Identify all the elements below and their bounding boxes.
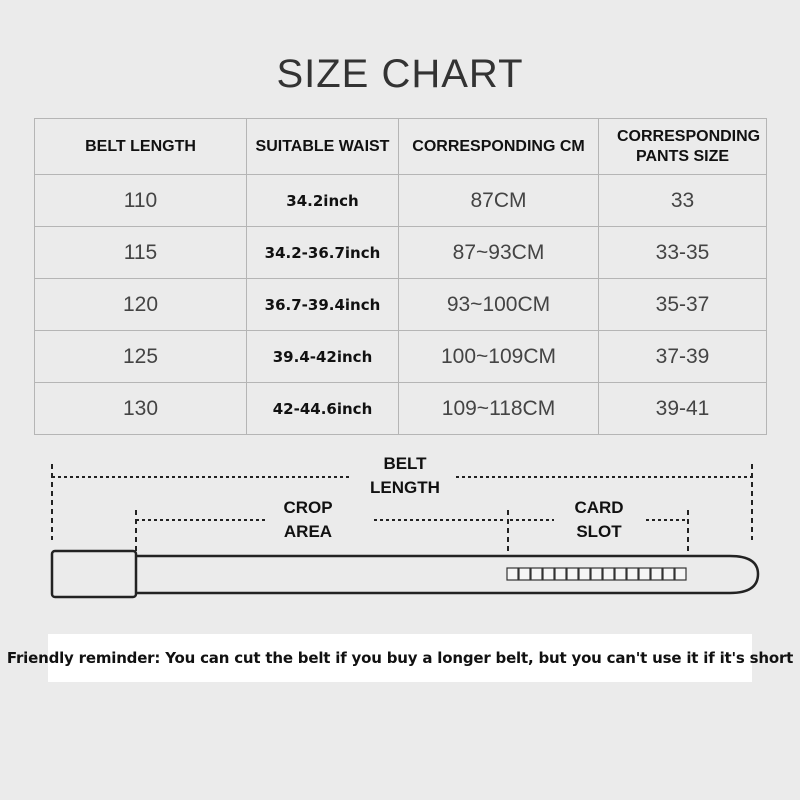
reminder-box bbox=[6, 634, 794, 682]
waist-cell: 34.2-36.7inch bbox=[247, 227, 399, 279]
table-row bbox=[35, 331, 767, 383]
table-row bbox=[35, 383, 767, 435]
header-corresponding-cm: CORRESPONDING CM bbox=[399, 119, 599, 175]
waist-cell: 34.2inch bbox=[247, 175, 399, 227]
pants-size-cell: 35-37 bbox=[599, 279, 767, 331]
belt-length-label: BELT LENGTH bbox=[370, 454, 440, 497]
crop-area-label: CROP AREA bbox=[283, 498, 333, 541]
belt-length-cell: 130 bbox=[35, 383, 247, 435]
cm-cell: 87~93CM bbox=[399, 227, 599, 279]
belt-length-cell: 115 bbox=[35, 227, 247, 279]
table-row bbox=[35, 175, 767, 227]
waist-cell: 36.7-39.4inch bbox=[247, 279, 399, 331]
pants-size-cell: 33-35 bbox=[599, 227, 767, 279]
cm-cell: 100~109CM bbox=[399, 331, 599, 383]
waist-cell: 42-44.6inch bbox=[247, 383, 399, 435]
belt-diagram bbox=[0, 440, 800, 610]
table-row bbox=[35, 279, 767, 331]
belt-length-cell: 125 bbox=[35, 331, 247, 383]
pants-size-cell: 33 bbox=[599, 175, 767, 227]
header-belt-length: BELT LENGTH bbox=[35, 119, 247, 175]
cm-cell: 87CM bbox=[399, 175, 599, 227]
size-table bbox=[34, 118, 767, 435]
header-pants-size: CORRESPONDING PANTS SIZE bbox=[599, 119, 767, 175]
waist-cell: 39.4-42inch bbox=[247, 331, 399, 383]
belt-buckle bbox=[52, 551, 136, 597]
belt-length-cell: 120 bbox=[35, 279, 247, 331]
size-chart-title: SIZE CHART bbox=[276, 52, 524, 96]
cm-cell: 93~100CM bbox=[399, 279, 599, 331]
cm-cell: 109~118CM bbox=[399, 383, 599, 435]
table-header-row bbox=[35, 119, 767, 175]
header-suitable-waist: SUITABLE WAIST bbox=[247, 119, 399, 175]
friendly-reminder-text: Friendly reminder: You can cut the belt if you buy a longer belt, but you can't use it if it's short bbox=[6, 649, 794, 667]
belt-holes bbox=[507, 568, 686, 580]
belt-length-cell: 110 bbox=[35, 175, 247, 227]
pants-size-cell: 39-41 bbox=[599, 383, 767, 435]
pants-size-cell: 37-39 bbox=[599, 331, 767, 383]
table-row bbox=[35, 227, 767, 279]
card-slot-label: CARD SLOT bbox=[574, 498, 624, 541]
